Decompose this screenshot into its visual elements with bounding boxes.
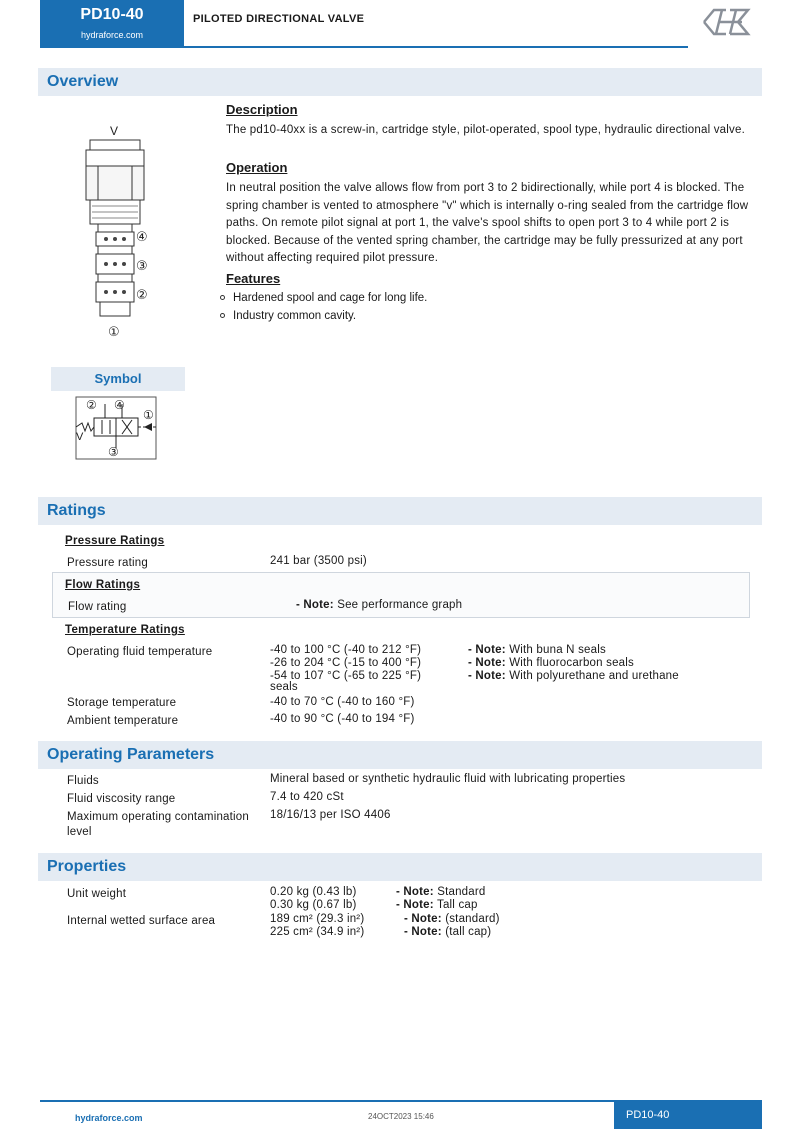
fluids-value: Mineral based or synthetic hydraulic fluid with lubricating properties — [270, 773, 626, 785]
operating-temp-value: -54 to 107 °C (-65 to 225 °F) — [270, 670, 422, 682]
wetted-area-value: 189 cm² (29.3 in²) — [270, 913, 365, 925]
diagram-v-label: V — [110, 124, 119, 138]
unit-weight-note: - Note: Standard — [396, 886, 486, 898]
diagram-port-1-label: ① — [108, 325, 120, 340]
features-heading: Features — [226, 271, 281, 286]
operating-temp-wrap: seals — [270, 681, 298, 693]
footer-site[interactable]: hydraforce.com — [75, 1113, 143, 1123]
operation-heading: Operation — [226, 160, 288, 175]
operating-temp-label: Operating fluid temperature — [67, 646, 213, 658]
contamination-label-wrap: level — [67, 826, 92, 838]
symbol-heading: Symbol — [94, 371, 142, 386]
symbol-port-1-label: ① — [143, 408, 154, 422]
operating-parameters-section-bar — [38, 741, 762, 769]
properties-section-bar — [38, 853, 762, 881]
fluids-label: Fluids — [67, 775, 99, 787]
unit-weight-note: - Note: Tall cap — [396, 899, 478, 911]
operating-temp-note: - Note: With buna N seals — [468, 644, 606, 656]
operating-temp-value: -26 to 204 °C (-15 to 400 °F) — [270, 657, 422, 669]
symbol-port-4-label: ④ — [114, 398, 125, 412]
operating-parameters-heading: Operating Parameters — [47, 746, 215, 763]
ratings-section-bar — [38, 497, 762, 525]
wetted-area-value: 225 cm² (34.9 in²) — [270, 926, 365, 938]
description-text: The pd10-40xx is a screw-in, cartridge style, pilot-operated, spool type, hydraulic directional valve. — [226, 124, 745, 136]
overview-section-bar — [38, 68, 762, 96]
ambient-temp-label: Ambient temperature — [67, 715, 179, 727]
ratings-heading: Ratings — [47, 502, 106, 519]
flow-rating-note: - Note: See performance graph — [296, 599, 463, 611]
diagram-port-4-label: ④ — [136, 230, 148, 245]
wetted-area-label: Internal wetted surface area — [67, 915, 216, 927]
contamination-value: 18/16/13 per ISO 4406 — [270, 809, 391, 821]
pressure-rating-label: Pressure rating — [67, 557, 148, 569]
feature-item: Hardened spool and cage for long life. — [220, 292, 427, 304]
diagram-port-2-label: ② — [136, 288, 148, 303]
operating-temp-value: -40 to 100 °C (-40 to 212 °F) — [270, 644, 422, 656]
operating-temp-note: - Note: With polyurethane and urethane — [468, 670, 679, 682]
footer-rule — [40, 1100, 614, 1102]
unit-weight-value: 0.20 kg (0.43 lb) — [270, 886, 357, 898]
operation-text: In neutral position the valve allows flow from port 3 to 2 bidirectionally, while port 4 is blocked. The spring chamber is vented to atmosphere "v" which is internally o-ring sealed from the cartridge flow paths. On remote pilot signal at port 1, the valve's spool shifts to open port 3 to 4 while port 2 is blocked. Because of the vented spring chamber, the cartridge may be fully pressurized at any port without affecting required pilot pressure. — [226, 182, 749, 264]
flow-ratings-heading: Flow Ratings — [65, 579, 141, 591]
operating-temp-note: - Note: With fluorocarbon seals — [468, 657, 634, 669]
storage-temp-value: -40 to 70 °C (-40 to 160 °F) — [270, 696, 415, 708]
contamination-label: Maximum operating contamination — [67, 811, 249, 823]
flow-rating-label: Flow rating — [68, 601, 127, 613]
bullet-icon — [220, 313, 225, 318]
viscosity-label: Fluid viscosity range — [67, 793, 176, 805]
wetted-area-note: - Note: (tall cap) — [404, 926, 492, 938]
hydraforce-logo-icon — [700, 4, 752, 40]
unit-weight-label: Unit weight — [67, 888, 127, 900]
storage-temp-label: Storage temperature — [67, 697, 177, 709]
feature-item: Industry common cavity. — [220, 310, 356, 322]
pressure-ratings-heading: Pressure Ratings — [65, 535, 165, 547]
symbol-v-label: V — [76, 431, 84, 443]
bullet-icon — [220, 295, 225, 300]
footer-tab — [614, 1100, 762, 1129]
unit-weight-value: 0.30 kg (0.67 lb) — [270, 899, 357, 911]
footer-date: 24OCT2023 15:46 — [368, 1112, 434, 1121]
pressure-rating-value: 241 bar (3500 psi) — [270, 555, 367, 567]
page-title: PILOTED DIRECTIONAL VALVE — [193, 13, 365, 25]
header-site[interactable]: hydraforce.com — [80, 30, 144, 40]
diagram-port-3-label: ③ — [136, 259, 148, 274]
product-code: PD10-40 — [80, 6, 144, 23]
header-rule — [184, 46, 688, 48]
properties-heading: Properties — [47, 858, 127, 875]
ambient-temp-value: -40 to 90 °C (-40 to 194 °F) — [270, 713, 415, 725]
temperature-ratings-heading: Temperature Ratings — [65, 624, 185, 636]
symbol-port-3-label: ③ — [108, 445, 119, 459]
overview-heading: Overview — [47, 73, 119, 90]
description-heading: Description — [226, 102, 298, 117]
cartridge-diagram — [70, 120, 160, 340]
footer-product-code: PD10-40 — [626, 1109, 670, 1121]
valve-symbol — [68, 394, 172, 464]
wetted-area-note: - Note: (standard) — [404, 913, 500, 925]
symbol-heading-box — [51, 367, 185, 391]
symbol-port-2-label: ② — [86, 398, 97, 412]
header-tab — [40, 0, 184, 48]
viscosity-value: 7.4 to 420 cSt — [270, 791, 344, 803]
